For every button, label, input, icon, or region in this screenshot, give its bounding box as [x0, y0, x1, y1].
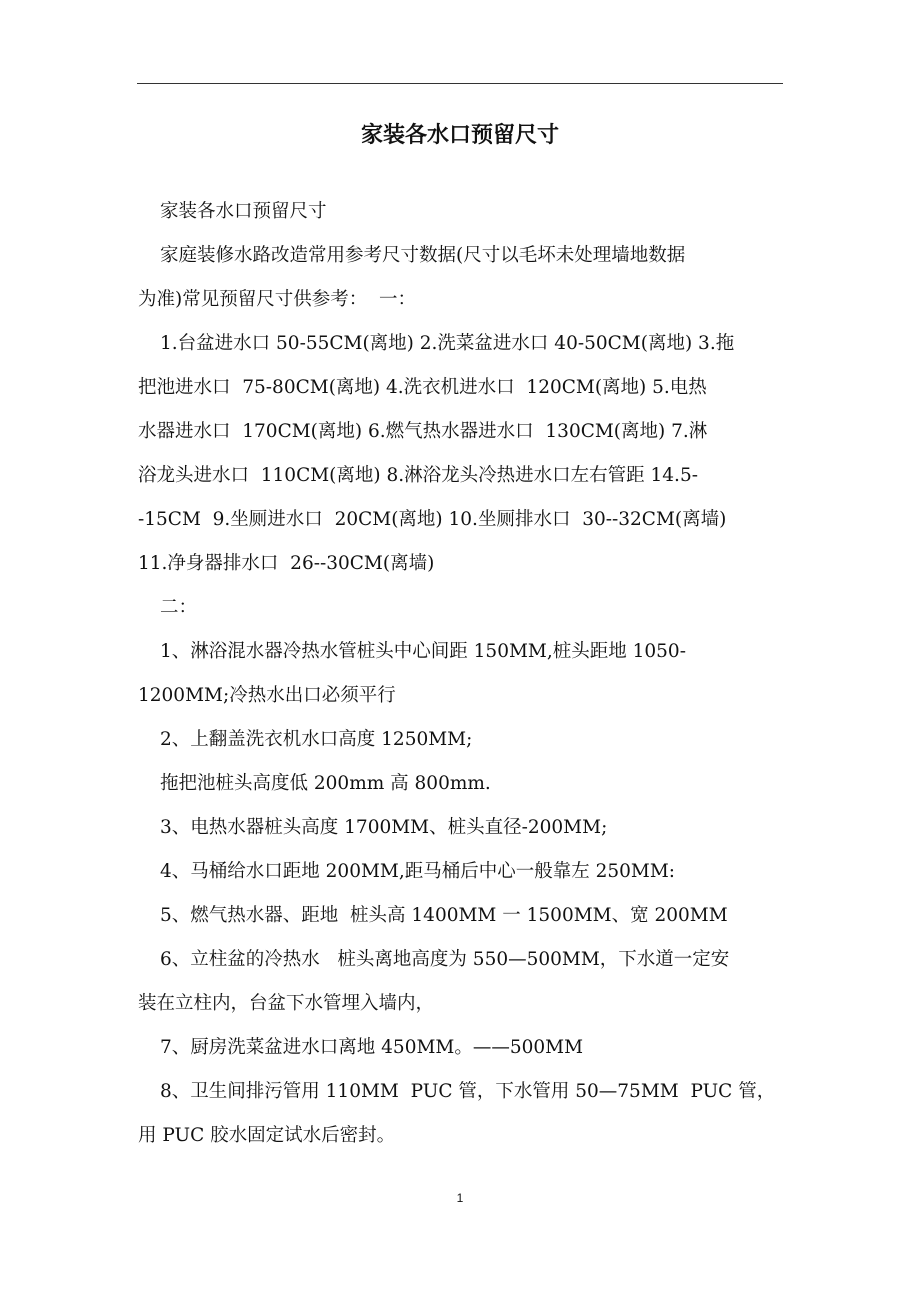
paragraph-line: 1、淋浴混水器冷热水管桩头中心间距 150MM,桩头距地 1050-: [160, 641, 686, 662]
paragraph-line: 3、电热水器桩头高度 1700MM、桩头直径-200MM;: [160, 817, 608, 838]
paragraph-line: 1200MM;冷热水出口必须平行: [138, 685, 396, 706]
paragraph-line: 用 PUC 胶水固定试水后密封。: [138, 1125, 396, 1146]
paragraph-line: 8、卫生间排污管用 110MM PUC 管，下水管用 50—75MM PUC 管，: [160, 1081, 776, 1102]
paragraph-line: -15CM 9.坐厕进水口 20CM(离地) 10.坐厕排水口 30--32CM(离墙): [138, 509, 727, 530]
paragraph-line: 1.台盆进水口 50-55CM(离地) 2.洗菜盆进水口 40-50CM(离地) 3.拖: [160, 333, 735, 354]
paragraph-line: 浴龙头进水口 110CM(离地) 8.淋浴龙头冷热进水口左右管距 14.5-: [138, 465, 698, 486]
paragraph-line: 把池进水口 75-80CM(离地) 4.洗衣机进水口 120CM(离地) 5.电热: [138, 377, 707, 398]
paragraph-line: 11.净身器排水口 26--30CM(离墙): [138, 553, 435, 574]
paragraph-line: 7、厨房洗菜盆进水口离地 450MM。——500MM: [160, 1037, 584, 1058]
paragraph-line: 家装各水口预留尺寸: [160, 201, 327, 222]
paragraph-line: 6、立柱盆的冷热水 桩头离地高度为 550—500MM，下水道一定安: [160, 949, 730, 970]
document-title: 家装各水口预留尺寸: [360, 122, 559, 148]
paragraph-line: 为准)常见预留尺寸供参考： 一：: [138, 289, 416, 310]
page-number: 1: [456, 1191, 464, 1205]
paragraph-line: 装在立柱内，台盆下水管埋入墙内，: [138, 993, 435, 1014]
paragraph-line: 4、马桶给水口距地 200MM,距马桶后中心一般靠左 250MM:: [160, 861, 676, 882]
section-heading: 二：: [160, 597, 198, 618]
paragraph-line: 5、燃气热水器、距地 桩头高 1400MM 一 1500MM、宽 200MM: [160, 905, 728, 926]
paragraph-line: 水器进水口 170CM(离地) 6.燃气热水器进水口 130CM(离地) 7.淋: [138, 421, 708, 442]
paragraph-line: 拖把池桩头高度低 200mm 高 800mm.: [160, 773, 491, 794]
paragraph-line: 家庭装修水路改造常用参考尺寸数据(尺寸以毛坏未处理墙地数据: [160, 245, 686, 266]
header-rule: [137, 83, 783, 84]
paragraph-line: 2、上翻盖洗衣机水口高度 1250MM;: [160, 729, 473, 750]
